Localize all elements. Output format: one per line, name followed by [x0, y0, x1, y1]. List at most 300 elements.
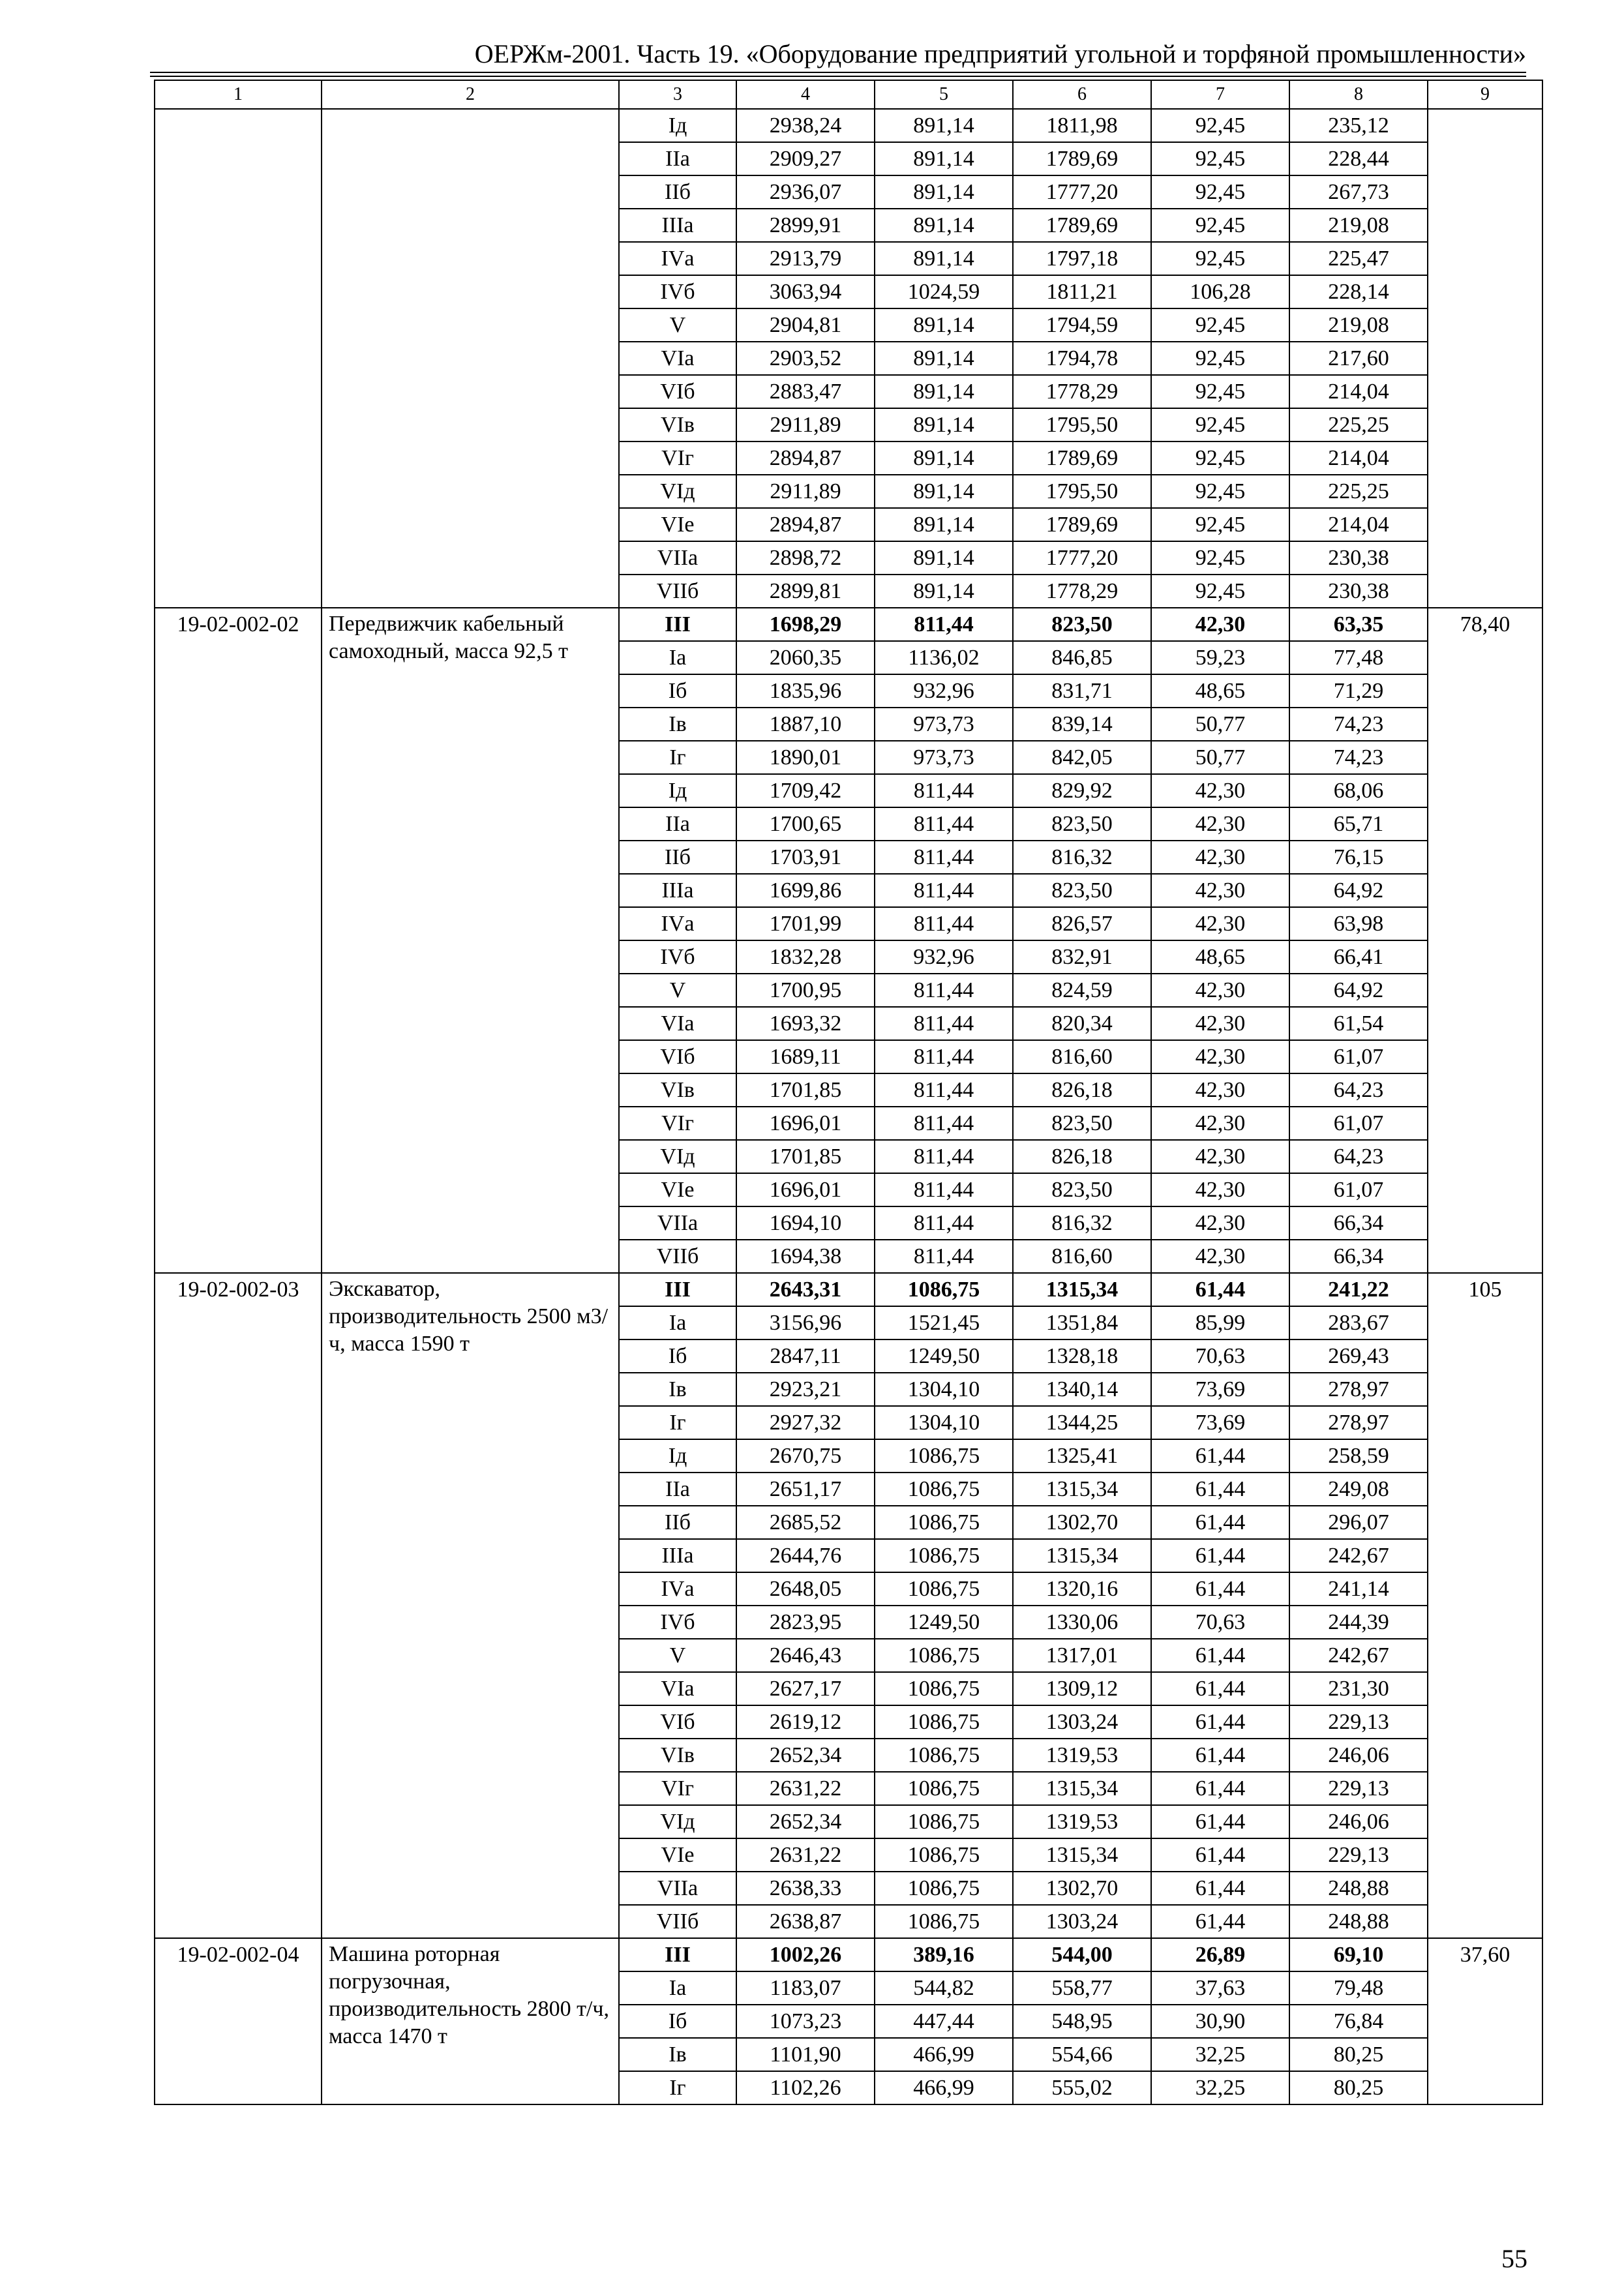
- value-cell: 1694,38: [736, 1240, 875, 1273]
- zone-cell: VIг: [619, 1772, 736, 1805]
- value-cell: 235,12: [1289, 109, 1428, 142]
- value-cell: 1315,34: [1013, 1273, 1151, 1306]
- value-cell: 811,44: [875, 807, 1013, 841]
- value-cell: 249,08: [1289, 1473, 1428, 1506]
- value-cell: 64,92: [1289, 874, 1428, 907]
- value-cell: 2651,17: [736, 1473, 875, 1506]
- value-cell: 92,45: [1151, 408, 1289, 441]
- value-cell: 66,34: [1289, 1240, 1428, 1273]
- value-cell: 1696,01: [736, 1173, 875, 1206]
- value-cell: 63,98: [1289, 907, 1428, 940]
- value-cell: 826,18: [1013, 1140, 1151, 1173]
- column-header-row: [155, 80, 1542, 109]
- value-cell: 826,18: [1013, 1073, 1151, 1107]
- value-cell: 891,14: [875, 175, 1013, 209]
- value-cell: 1309,12: [1013, 1672, 1151, 1705]
- value-cell: 811,44: [875, 608, 1013, 641]
- value-cell: 823,50: [1013, 1173, 1151, 1206]
- value-cell: 1699,86: [736, 874, 875, 907]
- value-cell: 77,48: [1289, 641, 1428, 674]
- value-cell: 544,82: [875, 1971, 1013, 2005]
- value-cell: 2936,07: [736, 175, 875, 209]
- value-cell: 80,25: [1289, 2038, 1428, 2071]
- value-cell: 61,44: [1151, 1905, 1289, 1938]
- value-cell: 1086,75: [875, 1838, 1013, 1872]
- value-cell: 42,30: [1151, 1073, 1289, 1107]
- zone-cell: VIв: [619, 1739, 736, 1772]
- value-cell: 42,30: [1151, 1173, 1289, 1206]
- zone-cell: III: [619, 1938, 736, 1971]
- value-cell: 50,77: [1151, 741, 1289, 774]
- value-cell: 1693,32: [736, 1007, 875, 1040]
- value-cell: 823,50: [1013, 1107, 1151, 1140]
- value-cell: 1777,20: [1013, 541, 1151, 575]
- running-header: ОЕРЖм-2001. Часть 19. «Оборудование предприятий угольной и торфяной промышленности»: [474, 39, 1526, 68]
- value-cell: 68,06: [1289, 774, 1428, 807]
- value-cell: 32,25: [1151, 2038, 1289, 2071]
- value-cell: 3063,94: [736, 275, 875, 308]
- column-header-cell: 2: [322, 80, 619, 109]
- zone-cell: IIб: [619, 1506, 736, 1539]
- zone-cell: V: [619, 974, 736, 1007]
- value-cell: 829,92: [1013, 774, 1151, 807]
- zone-cell: IIа: [619, 807, 736, 841]
- value-cell: 42,30: [1151, 1040, 1289, 1073]
- value-cell: 1789,69: [1013, 441, 1151, 475]
- value-cell: 229,13: [1289, 1838, 1428, 1872]
- value-cell: 1086,75: [875, 1539, 1013, 1572]
- value-cell: 1317,01: [1013, 1639, 1151, 1672]
- value-cell: 242,67: [1289, 1539, 1428, 1572]
- zone-cell: Iа: [619, 641, 736, 674]
- value-cell: 1073,23: [736, 2005, 875, 2038]
- value-cell: 61,44: [1151, 1872, 1289, 1905]
- value-cell: 824,59: [1013, 974, 1151, 1007]
- value-cell: 1789,69: [1013, 508, 1151, 541]
- value-cell: 1303,24: [1013, 1705, 1151, 1739]
- zone-cell: IIа: [619, 142, 736, 175]
- value-cell: 2644,76: [736, 1539, 875, 1572]
- zone-cell: VIIа: [619, 541, 736, 575]
- value-cell: 554,66: [1013, 2038, 1151, 2071]
- zone-cell: III: [619, 608, 736, 641]
- column-header-cell: 8: [1289, 80, 1428, 109]
- column-header-cell: 4: [736, 80, 875, 109]
- value-cell: 42,30: [1151, 1240, 1289, 1273]
- zone-cell: Iг: [619, 2071, 736, 2104]
- value-cell: 1698,29: [736, 608, 875, 641]
- value-cell: 1086,75: [875, 1672, 1013, 1705]
- value-cell: 973,73: [875, 708, 1013, 741]
- value-cell: 2927,32: [736, 1406, 875, 1439]
- value-cell: 219,08: [1289, 209, 1428, 242]
- value-cell: 2619,12: [736, 1705, 875, 1739]
- value-cell: 1709,42: [736, 774, 875, 807]
- value-cell: 66,34: [1289, 1206, 1428, 1240]
- value-cell: 2923,21: [736, 1373, 875, 1406]
- value-cell: 42,30: [1151, 1007, 1289, 1040]
- value-cell: 92,45: [1151, 308, 1289, 342]
- value-cell: 61,44: [1151, 1473, 1289, 1506]
- value-cell: 811,44: [875, 907, 1013, 940]
- value-cell: 73,69: [1151, 1406, 1289, 1439]
- value-cell: 241,14: [1289, 1572, 1428, 1606]
- value-cell: 61,44: [1151, 1672, 1289, 1705]
- value-cell: 73,69: [1151, 1373, 1289, 1406]
- value-cell: 1086,75: [875, 1739, 1013, 1772]
- page-number: 55: [1501, 2244, 1527, 2273]
- value-cell: 42,30: [1151, 1107, 1289, 1140]
- value-cell: 1086,75: [875, 1439, 1013, 1473]
- zone-cell: IVа: [619, 907, 736, 940]
- value-cell: 214,04: [1289, 508, 1428, 541]
- value-cell: 891,14: [875, 142, 1013, 175]
- value-cell: 61,44: [1151, 1772, 1289, 1805]
- value-cell: 1795,50: [1013, 475, 1151, 508]
- zone-cell: IIIа: [619, 1539, 736, 1572]
- value-cell: 37,63: [1151, 1971, 1289, 2005]
- value-cell: 2646,43: [736, 1639, 875, 1672]
- value-cell: 1778,29: [1013, 375, 1151, 408]
- value-cell: 2904,81: [736, 308, 875, 342]
- column-header-cell: 1: [155, 80, 322, 109]
- value-cell: 842,05: [1013, 741, 1151, 774]
- value-cell: 1340,14: [1013, 1373, 1151, 1406]
- value-cell: 1319,53: [1013, 1739, 1151, 1772]
- value-cell: 1303,24: [1013, 1905, 1151, 1938]
- zone-cell: IVб: [619, 1606, 736, 1639]
- value-cell: 69,10: [1289, 1938, 1428, 1971]
- value-cell: 1703,91: [736, 841, 875, 874]
- value-cell: 2685,52: [736, 1506, 875, 1539]
- value-cell: 1315,34: [1013, 1539, 1151, 1572]
- value-cell: 85,99: [1151, 1306, 1289, 1339]
- col9-cell: [1428, 109, 1542, 608]
- value-cell: 2638,87: [736, 1905, 875, 1938]
- value-cell: 846,85: [1013, 641, 1151, 674]
- zone-cell: Iв: [619, 708, 736, 741]
- value-cell: 283,67: [1289, 1306, 1428, 1339]
- value-cell: 816,60: [1013, 1240, 1151, 1273]
- value-cell: 2903,52: [736, 342, 875, 375]
- value-cell: 61,44: [1151, 1539, 1289, 1572]
- zone-cell: VIв: [619, 408, 736, 441]
- value-cell: 932,96: [875, 674, 1013, 708]
- value-cell: 811,44: [875, 1073, 1013, 1107]
- value-cell: 64,23: [1289, 1073, 1428, 1107]
- value-cell: 74,23: [1289, 708, 1428, 741]
- value-cell: 48,65: [1151, 674, 1289, 708]
- value-cell: 891,14: [875, 342, 1013, 375]
- value-cell: 891,14: [875, 441, 1013, 475]
- item-code-cell: 19-02-002-03: [155, 1273, 322, 1938]
- value-cell: 214,04: [1289, 375, 1428, 408]
- value-cell: 92,45: [1151, 142, 1289, 175]
- value-cell: 1086,75: [875, 1872, 1013, 1905]
- zone-cell: VIIб: [619, 1240, 736, 1273]
- zone-cell: VIб: [619, 1040, 736, 1073]
- value-cell: 823,50: [1013, 807, 1151, 841]
- zone-cell: IVб: [619, 940, 736, 974]
- value-cell: 244,39: [1289, 1606, 1428, 1639]
- zone-cell: Iв: [619, 2038, 736, 2071]
- value-cell: 229,13: [1289, 1705, 1428, 1739]
- value-cell: 59,23: [1151, 641, 1289, 674]
- value-cell: 63,35: [1289, 608, 1428, 641]
- value-cell: 70,63: [1151, 1339, 1289, 1373]
- value-cell: 1315,34: [1013, 1473, 1151, 1506]
- value-cell: 1344,25: [1013, 1406, 1151, 1439]
- value-cell: 92,45: [1151, 541, 1289, 575]
- value-cell: 2823,95: [736, 1606, 875, 1639]
- value-cell: 1701,85: [736, 1073, 875, 1107]
- value-cell: 1315,34: [1013, 1772, 1151, 1805]
- value-cell: 1521,45: [875, 1306, 1013, 1339]
- value-cell: 242,67: [1289, 1639, 1428, 1672]
- zone-cell: Iв: [619, 1373, 736, 1406]
- zone-cell: IIIа: [619, 209, 736, 242]
- zone-cell: IVб: [619, 275, 736, 308]
- zone-cell: Iа: [619, 1306, 736, 1339]
- column-header-cell: 7: [1151, 80, 1289, 109]
- value-cell: 2913,79: [736, 242, 875, 275]
- value-cell: 61,07: [1289, 1107, 1428, 1140]
- value-cell: 558,77: [1013, 1971, 1151, 2005]
- value-cell: 241,22: [1289, 1273, 1428, 1306]
- value-cell: 1694,10: [736, 1206, 875, 1240]
- value-cell: 3156,96: [736, 1306, 875, 1339]
- item-name-cell: Экскаватор, производительность 2500 м3/ч, масса 1590 т: [322, 1273, 619, 1938]
- value-cell: 811,44: [875, 774, 1013, 807]
- value-cell: 1249,50: [875, 1606, 1013, 1639]
- value-cell: 826,57: [1013, 907, 1151, 940]
- value-cell: 811,44: [875, 1206, 1013, 1240]
- value-cell: 92,45: [1151, 342, 1289, 375]
- value-cell: 1086,75: [875, 1639, 1013, 1672]
- value-cell: 230,38: [1289, 541, 1428, 575]
- value-cell: 1302,70: [1013, 1872, 1151, 1905]
- value-cell: 92,45: [1151, 242, 1289, 275]
- col9-cell: 78,40: [1428, 608, 1542, 1273]
- value-cell: 1777,20: [1013, 175, 1151, 209]
- value-cell: 61,44: [1151, 1439, 1289, 1473]
- value-cell: 1328,18: [1013, 1339, 1151, 1373]
- value-cell: 296,07: [1289, 1506, 1428, 1539]
- value-cell: 2899,81: [736, 575, 875, 608]
- value-cell: 230,38: [1289, 575, 1428, 608]
- value-cell: 79,48: [1289, 1971, 1428, 2005]
- value-cell: 811,44: [875, 841, 1013, 874]
- zone-cell: III: [619, 1273, 736, 1306]
- zone-cell: IIIа: [619, 874, 736, 907]
- value-cell: 816,32: [1013, 841, 1151, 874]
- value-cell: 92,45: [1151, 508, 1289, 541]
- zone-cell: IVа: [619, 242, 736, 275]
- value-cell: 811,44: [875, 1007, 1013, 1040]
- value-cell: 50,77: [1151, 708, 1289, 741]
- value-cell: 76,15: [1289, 841, 1428, 874]
- value-cell: 891,14: [875, 541, 1013, 575]
- value-cell: 2894,87: [736, 441, 875, 475]
- value-cell: 811,44: [875, 1240, 1013, 1273]
- value-cell: 32,25: [1151, 2071, 1289, 2104]
- zone-cell: IIа: [619, 1473, 736, 1506]
- value-cell: 66,41: [1289, 940, 1428, 974]
- header-rule-top: [150, 72, 1526, 73]
- value-cell: 1789,69: [1013, 142, 1151, 175]
- zone-cell: Iг: [619, 1406, 736, 1439]
- zone-cell: VIб: [619, 375, 736, 408]
- value-cell: 1797,18: [1013, 242, 1151, 275]
- value-cell: 42,30: [1151, 608, 1289, 641]
- value-cell: 278,97: [1289, 1373, 1428, 1406]
- value-cell: 1183,07: [736, 1971, 875, 2005]
- value-cell: 1102,26: [736, 2071, 875, 2104]
- value-cell: 61,07: [1289, 1173, 1428, 1206]
- zone-cell: VIе: [619, 1173, 736, 1206]
- value-cell: 92,45: [1151, 375, 1289, 408]
- value-cell: 61,44: [1151, 1705, 1289, 1739]
- value-cell: 1794,78: [1013, 342, 1151, 375]
- value-cell: 1351,84: [1013, 1306, 1151, 1339]
- value-cell: 61,44: [1151, 1572, 1289, 1606]
- value-cell: 30,90: [1151, 2005, 1289, 2038]
- value-cell: 548,95: [1013, 2005, 1151, 2038]
- zone-cell: VIг: [619, 1107, 736, 1140]
- zone-cell: VIв: [619, 1073, 736, 1107]
- value-cell: 2627,17: [736, 1672, 875, 1705]
- value-cell: 1302,70: [1013, 1506, 1151, 1539]
- value-cell: 61,44: [1151, 1805, 1289, 1838]
- value-cell: 2652,34: [736, 1739, 875, 1772]
- value-cell: 832,91: [1013, 940, 1151, 974]
- table-row: [155, 1273, 1542, 1306]
- value-cell: 42,30: [1151, 974, 1289, 1007]
- value-cell: 1304,10: [875, 1373, 1013, 1406]
- zone-cell: VIд: [619, 1805, 736, 1838]
- value-cell: 932,96: [875, 940, 1013, 974]
- zone-cell: Iб: [619, 674, 736, 708]
- value-cell: 1304,10: [875, 1406, 1013, 1439]
- value-cell: 891,14: [875, 109, 1013, 142]
- col9-cell: 105: [1428, 1273, 1542, 1938]
- column-header-cell: 6: [1013, 80, 1151, 109]
- value-cell: 1086,75: [875, 1572, 1013, 1606]
- value-cell: 1778,29: [1013, 575, 1151, 608]
- value-cell: 1320,16: [1013, 1572, 1151, 1606]
- zone-cell: VIа: [619, 342, 736, 375]
- value-cell: 278,97: [1289, 1406, 1428, 1439]
- value-cell: 811,44: [875, 1107, 1013, 1140]
- value-cell: 106,28: [1151, 275, 1289, 308]
- value-cell: 42,30: [1151, 1206, 1289, 1240]
- value-cell: 1689,11: [736, 1040, 875, 1073]
- value-cell: 1795,50: [1013, 408, 1151, 441]
- value-cell: 219,08: [1289, 308, 1428, 342]
- zone-cell: V: [619, 1639, 736, 1672]
- value-cell: 2631,22: [736, 1838, 875, 1872]
- value-cell: 1701,85: [736, 1140, 875, 1173]
- value-cell: 80,25: [1289, 2071, 1428, 2104]
- value-cell: 1330,06: [1013, 1606, 1151, 1639]
- value-cell: 466,99: [875, 2038, 1013, 2071]
- item-name-cell: Передвижчик кабельный самоходный, масса 92,5 т: [322, 608, 619, 1273]
- value-cell: 2643,31: [736, 1273, 875, 1306]
- value-cell: 2638,33: [736, 1872, 875, 1905]
- value-cell: 544,00: [1013, 1938, 1151, 1971]
- value-cell: 26,89: [1151, 1938, 1289, 1971]
- value-cell: 816,32: [1013, 1206, 1151, 1240]
- value-cell: 2648,05: [736, 1572, 875, 1606]
- value-cell: 811,44: [875, 874, 1013, 907]
- value-cell: 61,07: [1289, 1040, 1428, 1073]
- value-cell: 1136,02: [875, 641, 1013, 674]
- value-cell: 820,34: [1013, 1007, 1151, 1040]
- zone-cell: VIIа: [619, 1206, 736, 1240]
- item-code-cell: [155, 109, 322, 608]
- zone-cell: VIIб: [619, 575, 736, 608]
- zone-cell: Iа: [619, 1971, 736, 2005]
- value-cell: 42,30: [1151, 807, 1289, 841]
- zone-cell: VIг: [619, 441, 736, 475]
- value-cell: 2060,35: [736, 641, 875, 674]
- value-cell: 74,23: [1289, 741, 1428, 774]
- value-cell: 831,71: [1013, 674, 1151, 708]
- zone-cell: Iд: [619, 774, 736, 807]
- rates-table: [154, 80, 1543, 2105]
- item-name-cell: Машина роторная погрузочная, производительность 2800 т/ч, масса 1470 т: [322, 1938, 619, 2104]
- value-cell: 267,73: [1289, 175, 1428, 209]
- value-cell: 2883,47: [736, 375, 875, 408]
- value-cell: 1319,53: [1013, 1805, 1151, 1838]
- zone-cell: Iг: [619, 741, 736, 774]
- value-cell: 1811,21: [1013, 275, 1151, 308]
- value-cell: 70,63: [1151, 1606, 1289, 1639]
- value-cell: 1700,95: [736, 974, 875, 1007]
- value-cell: 92,45: [1151, 109, 1289, 142]
- value-cell: 1811,98: [1013, 109, 1151, 142]
- value-cell: 1024,59: [875, 275, 1013, 308]
- value-cell: 92,45: [1151, 575, 1289, 608]
- value-cell: 61,44: [1151, 1639, 1289, 1672]
- value-cell: 447,44: [875, 2005, 1013, 2038]
- value-cell: 1794,59: [1013, 308, 1151, 342]
- value-cell: 2899,91: [736, 209, 875, 242]
- zone-cell: VIIа: [619, 1872, 736, 1905]
- zone-cell: VIд: [619, 1140, 736, 1173]
- value-cell: 891,14: [875, 508, 1013, 541]
- value-cell: 1086,75: [875, 1273, 1013, 1306]
- column-header-cell: 3: [619, 80, 736, 109]
- value-cell: 76,84: [1289, 2005, 1428, 2038]
- value-cell: 1086,75: [875, 1905, 1013, 1938]
- value-cell: 248,88: [1289, 1905, 1428, 1938]
- value-cell: 258,59: [1289, 1439, 1428, 1473]
- table-body: [155, 80, 1542, 2104]
- item-code-cell: 19-02-002-04: [155, 1938, 322, 2104]
- value-cell: 92,45: [1151, 209, 1289, 242]
- value-cell: 2898,72: [736, 541, 875, 575]
- value-cell: 225,25: [1289, 475, 1428, 508]
- value-cell: 811,44: [875, 1173, 1013, 1206]
- value-cell: 2652,34: [736, 1805, 875, 1838]
- value-cell: 1887,10: [736, 708, 875, 741]
- col9-cell: 37,60: [1428, 1938, 1542, 2104]
- value-cell: 71,29: [1289, 674, 1428, 708]
- value-cell: 1249,50: [875, 1339, 1013, 1373]
- value-cell: 1086,75: [875, 1506, 1013, 1539]
- value-cell: 891,14: [875, 575, 1013, 608]
